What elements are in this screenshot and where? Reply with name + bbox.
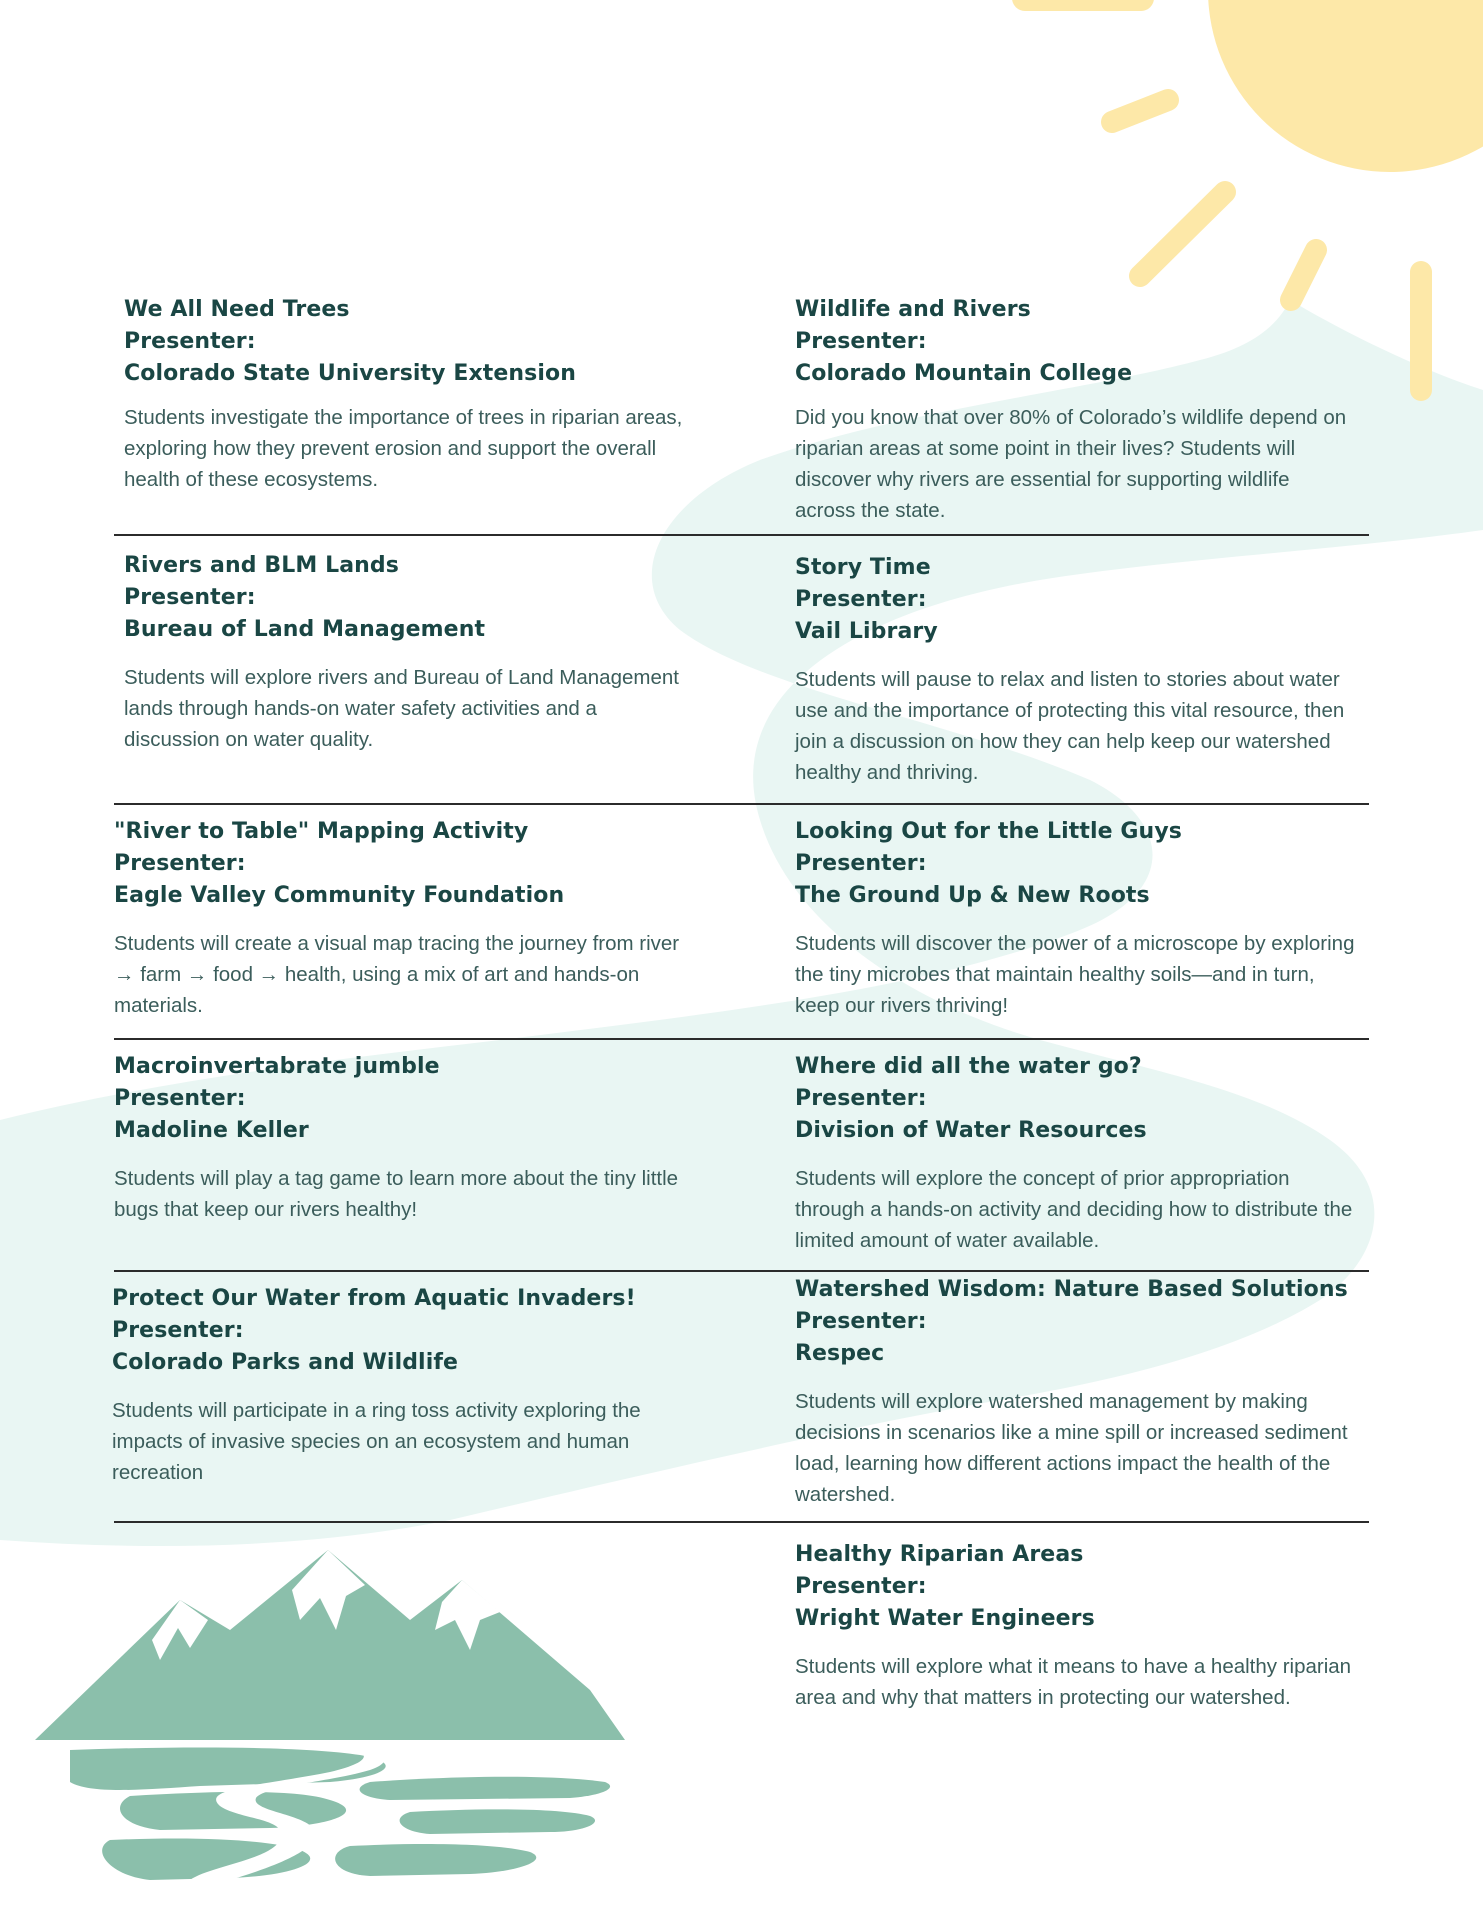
- session-protect-our-water: [112, 1283, 684, 1488]
- session-description: Students will explore watershed management by making decisions in scenarios like a mine spill or increased sediment load, learning how different actions impact the health of the watershed.: [795, 1390, 1348, 1506]
- session-description: Students will participate in a ring toss activity exploring the impacts of invasive species on an ecosystem and human recreation: [112, 1399, 641, 1484]
- session-description: Students will discover the power of a microscope by exploring the tiny microbes that maintain healthy soils—and in turn, keep our rivers thriving!: [795, 932, 1355, 1017]
- session-description: Students will explore the concept of prior appropriation through a hands-on activity and deciding how to distribute the limited amount of water available.: [795, 1167, 1353, 1252]
- session-title: Watershed Wisdom: Nature Based Solutions: [795, 1277, 1348, 1302]
- session-healthy-riparian-areas: [795, 1539, 1355, 1713]
- presenter-name: Respec: [795, 1341, 885, 1366]
- session-we-all-need-trees: [124, 294, 684, 495]
- session-title: We All Need Trees: [124, 297, 350, 322]
- river-band: [400, 1809, 595, 1834]
- presenter-name: Division of Water Resources: [795, 1118, 1147, 1143]
- session-title: Story Time: [795, 555, 931, 580]
- presenter-name: Colorado State University Extension: [124, 361, 576, 386]
- session-description: Students will explore rivers and Bureau of Land Management lands through hands-on water safety activities and a discussion on water quality.: [124, 666, 679, 751]
- session-title: Macroinvertabrate jumble: [114, 1054, 440, 1079]
- session-river-to-table: [114, 816, 684, 1021]
- presenter-label: Presenter:: [124, 585, 256, 610]
- session-title: Wildlife and Rivers: [795, 297, 1031, 322]
- session-description: Students will pause to relax and listen to stories about water use and the importance of protecting this vital resource, then join a discussion on how they can help keep our watershed healthy and thriving.: [795, 668, 1345, 784]
- session-where-did-all-the-water-go: [795, 1051, 1355, 1256]
- presenter-name: Wright Water Engineers: [795, 1606, 1095, 1631]
- session-title: Healthy Riparian Areas: [795, 1542, 1084, 1567]
- session-description: Students will create a visual map tracing the journey from river → farm → food → health, using a mix of art and hands-on materials.: [114, 932, 680, 1017]
- presenter-name: The Ground Up & New Roots: [795, 883, 1150, 908]
- presenter-name: Madoline Keller: [114, 1118, 309, 1143]
- presenter-name: Bureau of Land Management: [124, 617, 486, 642]
- session-title: Looking Out for the Little Guys: [795, 819, 1182, 844]
- session-description: Students will play a tag game to learn more about the tiny little bugs that keep our rivers healthy!: [114, 1167, 679, 1221]
- session-description: Did you know that over 80% of Colorado’s wildlife depend on riparian areas at some point in their lives? Students will discover why rivers are essential for supporting wildlife across the state.: [795, 406, 1347, 522]
- presenter-name: Colorado Mountain College: [795, 361, 1133, 386]
- divider-2: [114, 803, 1369, 805]
- river-band: [335, 1844, 536, 1876]
- session-title: Rivers and BLM Lands: [124, 553, 399, 578]
- presenter-name: Vail Library: [795, 619, 938, 644]
- divider-5: [114, 1521, 1369, 1523]
- presenter-label: Presenter:: [124, 329, 256, 354]
- presenter-label: Presenter:: [114, 1086, 246, 1111]
- session-watershed-wisdom: [795, 1274, 1365, 1510]
- session-description: Students will explore what it means to have a healthy riparian area and why that matters in protecting our watershed.: [795, 1655, 1352, 1709]
- session-description: Students investigate the importance of trees in riparian areas, exploring how they prevent erosion and support the overall health of these ecosystems.: [124, 406, 683, 491]
- river-band: [70, 1747, 386, 1790]
- divider-4: [114, 1270, 1369, 1272]
- session-title: Protect Our Water from Aquatic Invaders!: [112, 1286, 636, 1311]
- presenter-label: Presenter:: [114, 851, 246, 876]
- presenter-label: Presenter:: [112, 1318, 244, 1343]
- presenter-label: Presenter:: [795, 1574, 927, 1599]
- presenter-name: Colorado Parks and Wildlife: [112, 1350, 459, 1375]
- session-title: Where did all the water go?: [795, 1054, 1142, 1079]
- session-title: "River to Table" Mapping Activity: [114, 819, 529, 844]
- session-macroinvertabrate-jumble: [114, 1051, 684, 1225]
- mountains-river-illustration: [30, 1550, 640, 1895]
- session-story-time: [795, 552, 1355, 788]
- presenter-name: Eagle Valley Community Foundation: [114, 883, 565, 908]
- presenter-label: Presenter:: [795, 1086, 927, 1111]
- divider-3: [114, 1038, 1369, 1040]
- presenter-label: Presenter:: [795, 329, 927, 354]
- presenter-label: Presenter:: [795, 1309, 927, 1334]
- divider-1: [114, 534, 1369, 536]
- presenter-label: Presenter:: [795, 851, 927, 876]
- session-looking-out-for-little-guys: [795, 816, 1355, 1021]
- session-rivers-and-blm-lands: [124, 550, 684, 755]
- river-band: [360, 1777, 611, 1800]
- presenter-label: Presenter:: [795, 587, 927, 612]
- session-wildlife-and-rivers: [795, 294, 1355, 526]
